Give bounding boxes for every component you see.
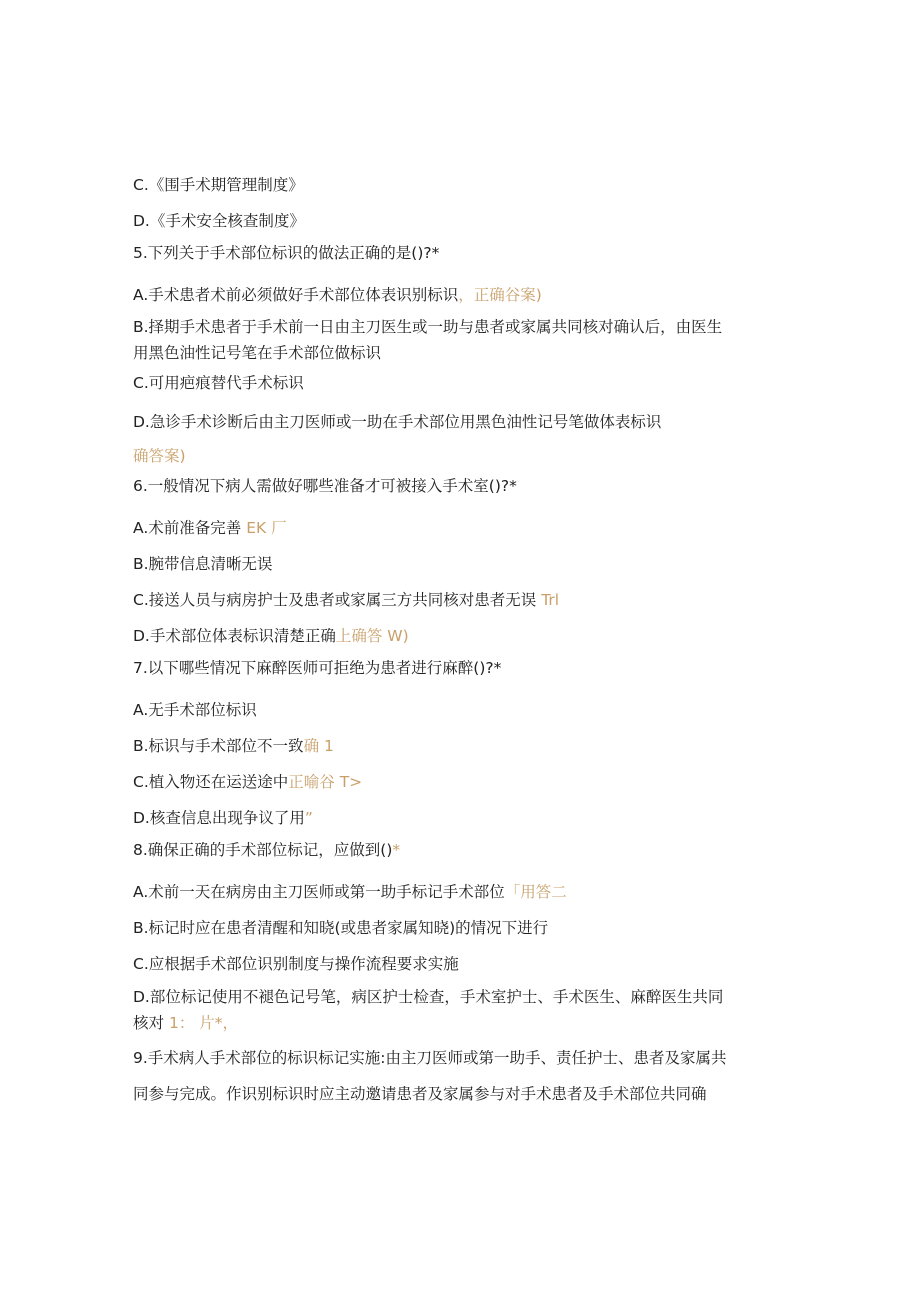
option-line: B.腕带信息清晰无误	[133, 555, 273, 573]
handwritten-annotation: Trl	[541, 591, 560, 609]
option-line: D.部位标记使用不褪色记号笔，病区护士检查，手术室护士、手术医生、麻醉医生共同	[133, 988, 724, 1006]
option-line: C.《围手术期管理制度》	[133, 176, 304, 194]
option-line: A.术前准备完善 EK 厂	[133, 519, 287, 537]
option-line-continuation: 核对 1： 片*，	[133, 1014, 238, 1032]
question-line: 7.以下哪些情况下麻醉医师可拒绝为患者进行麻醉()?*	[133, 659, 502, 677]
handwritten-annotation: 确 1	[303, 737, 334, 755]
handwritten-annotation: ”	[304, 809, 313, 827]
option-line: A.无手术部位标识	[133, 701, 257, 719]
question-line: 6.一般情况下病人需做好哪些准备才可被接入手术室()?*	[133, 477, 517, 495]
question-line: 8.确保正确的手术部位标记，应做到()*	[133, 841, 401, 859]
option-line: B.择期手术患者于手术前一日由主刀医生或一助与患者或家属共同核对确认后，由医生	[133, 318, 723, 336]
option-line: C.可用疤痕替代手术标识	[133, 374, 304, 392]
question-line: 9.手术病人手术部位的标识标记实施:由主刀医师或第一助手、责任护士、患者及家属共	[133, 1049, 727, 1067]
option-line: D.核查信息出现争议了用”	[133, 809, 313, 827]
option-line: D.《手术安全核查制度》	[133, 212, 305, 230]
option-line-continuation: 用黑色油性记号笔在手术部位做标识	[133, 344, 382, 362]
handwritten-annotation: 确答案)	[133, 447, 186, 465]
option-line: B.标记时应在患者清醒和知晓(或患者家属知晓)的情况下进行	[133, 919, 549, 937]
option-line: C.应根据手术部位识别制度与操作流程要求实施	[133, 955, 459, 973]
question-line: 5.下列关于手术部位标识的做法正确的是()?*	[133, 244, 440, 262]
handwritten-annotation: EK 厂	[246, 519, 287, 537]
option-line: C.接送人员与病房护士及患者或家属三方共同核对患者无误 Trl	[133, 591, 560, 609]
option-line: D.手术部位体表标识清楚正确上确答 W)	[133, 627, 409, 645]
option-line: A.手术患者术前必须做好手术部位体表识别标识，正确谷案)	[133, 286, 542, 304]
option-line: C.植入物还在运送途中正喻谷 T>	[133, 773, 363, 791]
option-line: D.急诊手术诊断后由主刀医师或一助在手术部位用黑色油性记号笔做体表标识	[133, 413, 662, 431]
handwritten-annotation: 1： 片*，	[168, 1014, 238, 1032]
question-line-continuation: 同参与完成。作识别标识时应主动邀请患者及家属参与对手术患者及手术部位共同确	[133, 1085, 707, 1103]
option-line: A.术前一天在病房由主刀医师或第一助手标记手术部位「用答二	[133, 883, 567, 901]
handwritten-annotation: *	[392, 841, 401, 859]
option-line: B.标识与手术部位不一致确 1	[133, 737, 334, 755]
handwritten-annotation: 「用答二	[504, 883, 567, 901]
handwritten-annotation: 上确答 W)	[335, 627, 409, 645]
handwritten-annotation: ，正确谷案)	[458, 286, 542, 304]
annotation-line	[133, 446, 186, 466]
handwritten-annotation: 正喻谷 T>	[288, 773, 363, 791]
